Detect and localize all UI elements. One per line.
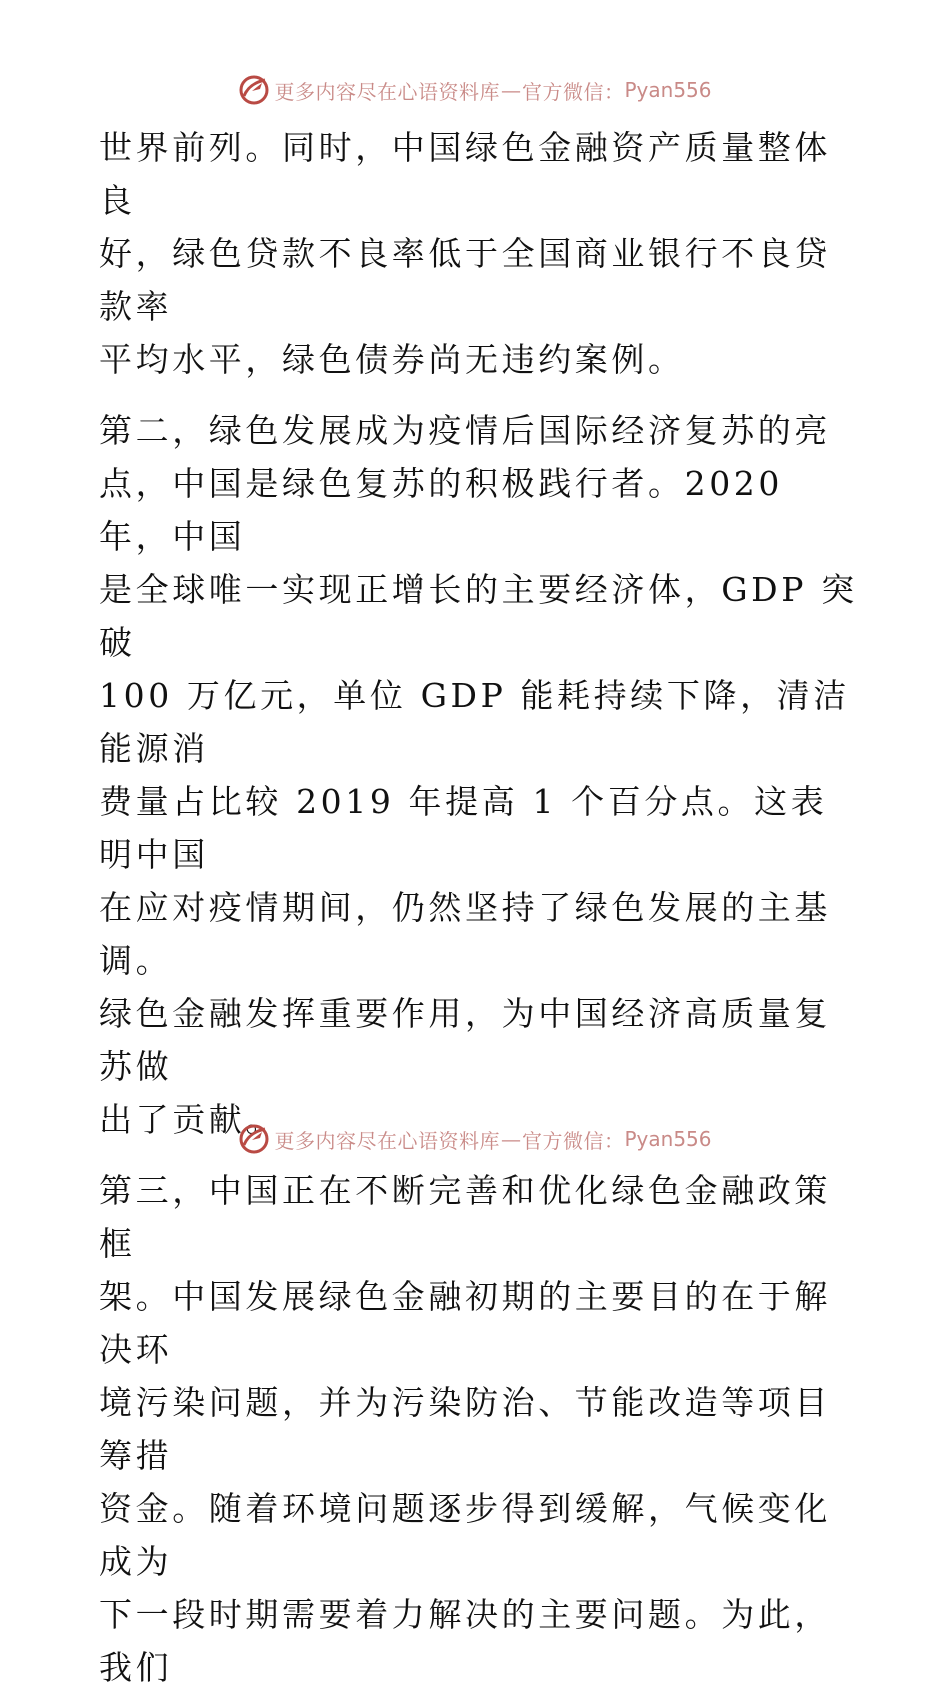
paragraph-1: 世界前列。同时，中国绿色金融资产质量整体良 好，绿色贷款不良率低于全国商业银行不良贷款率 平均水平，绿色债券尚无违约案例。	[99, 128, 831, 379]
watermark-separator: —	[500, 78, 521, 102]
paragraph-3: 第三，中国正在不断完善和优化绿色金融政策框 架。中国发展绿色金融初期的主要目的在于解决环 境污染问题，并为污染防治、节能改造等项目筹措 资金。随着环境问题逐步得到缓解，气候变化成为 下一段时期需要着力解决的主要问题。为此，我们	[99, 1171, 831, 1687]
watermark-contact: 官方微信：	[521, 1128, 625, 1153]
document-body	[99, 121, 859, 1694]
paragraph-2: 第二，绿色发展成为疫情后国际经济复苏的亮 点，中国是绿色复苏的积极践行者。2020 年，中国 是全球唯一实现正增长的主要经济体，GDP 突破 100 万亿元，单位 GDP 能耗持续下降，清洁能源消 费量占比较 2019 年提高 1 个百分点。这表明中国 在应对疫情期间，仍然坚持了绿色发展的主基调。 绿色金融发挥重要作用，为中国经济高质量复苏做 出了贡献。	[99, 411, 858, 1139]
header-watermark	[0, 72, 950, 108]
watermark-id: Pyan556	[624, 1127, 712, 1151]
watermark-contact: 官方微信：	[521, 79, 625, 104]
watermark-id: Pyan556	[624, 78, 712, 102]
watermark-separator: —	[500, 1127, 521, 1151]
logo-icon	[238, 74, 270, 106]
watermark-text: 更多内容尽在心语资料库	[274, 1128, 500, 1153]
footer-watermark	[0, 1121, 950, 1157]
watermark-text: 更多内容尽在心语资料库	[274, 79, 500, 104]
logo-icon	[238, 1123, 270, 1155]
